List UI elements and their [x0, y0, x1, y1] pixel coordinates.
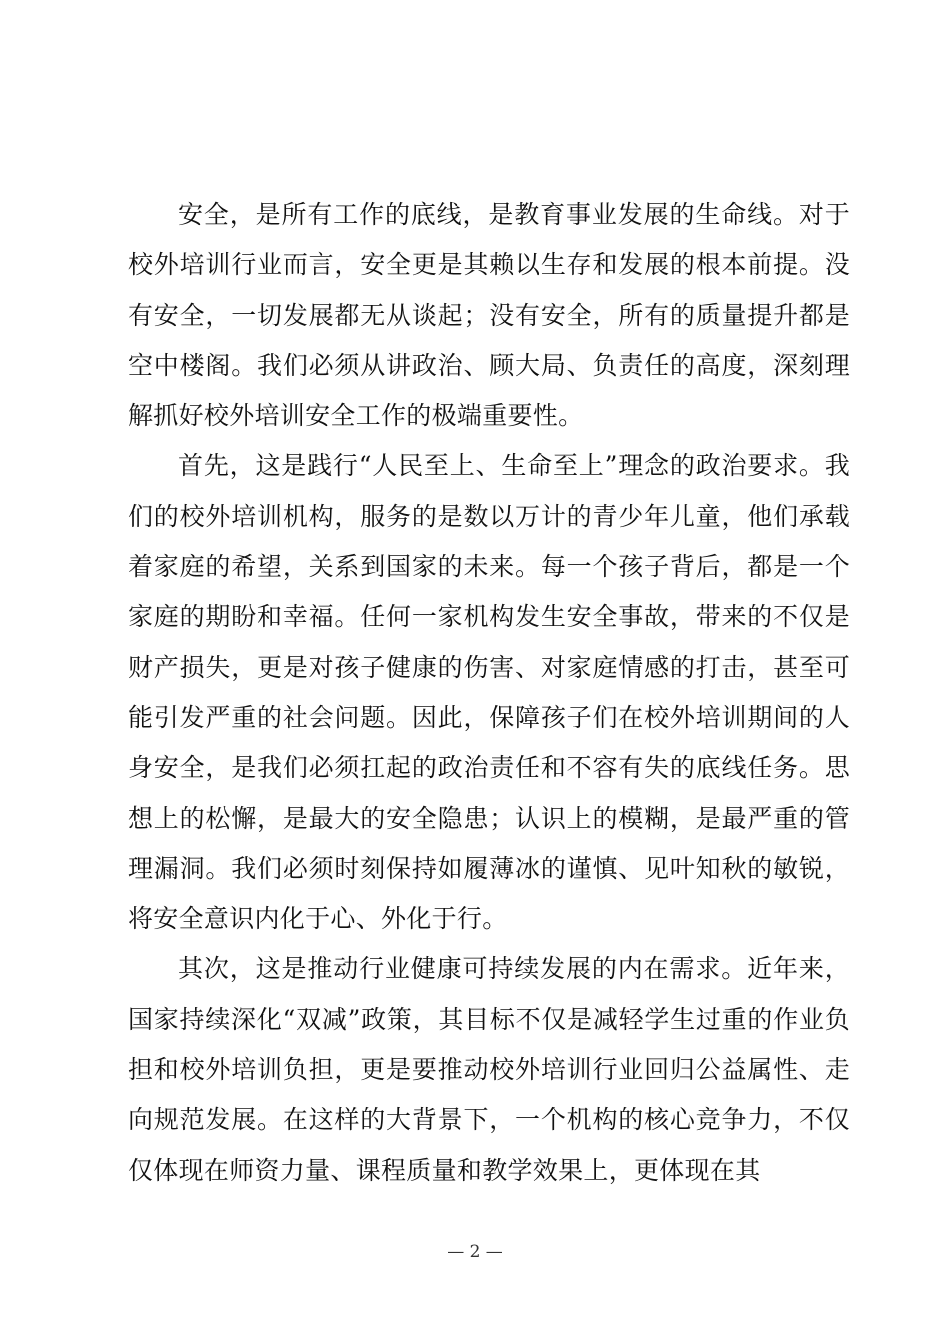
- document-body: [128, 190, 850, 1196]
- paragraph-3: 其次，这是推动行业健康可持续发展的内在需求。近年来，国家持续深化“双减”政策，其目标不仅是减轻学生过重的作业负担和校外培训负担，更是要推动校外培训行业回归公益属性、走向规范发展。在这样的大背景下，一个机构的核心竞争力，不仅仅体现在师资力量、课程质量和教学效果上，更体现在其: [128, 954, 850, 1185]
- paragraph-2: 首先，这是践行“人民至上、生命至上”理念的政治要求。我们的校外培训机构，服务的是数以万计的青少年儿童，他们承载着家庭的希望，关系到国家的未来。每一个孩子背后，都是一个家庭的期盼和幸福。任何一家机构发生安全事故，带来的不仅是财产损失，更是对孩子健康的伤害、对家庭情感的打击，甚至可能引发严重的社会问题。因此，保障孩子们在校外培训期间的人身安全，是我们必须扛起的政治责任和不容有失的底线任务。思想上的松懈，是最大的安全隐患；认识上的模糊，是最严重的管理漏洞。我们必须时刻保持如履薄冰的谨慎、见叶知秋的敏锐，将安全意识内化于心、外化于行。: [128, 451, 850, 934]
- paragraph-1: 安全，是所有工作的底线，是教育事业发展的生命线。对于校外培训行业而言，安全更是其赖以生存和发展的根本前提。没有安全，一切发展都无从谈起；没有安全，所有的质量提升都是空中楼阁。我们必须从讲政治、顾大局、负责任的高度，深刻理解抓好校外培训安全工作的极端重要性。: [128, 200, 850, 431]
- page-number: — 2 —: [447, 1242, 503, 1262]
